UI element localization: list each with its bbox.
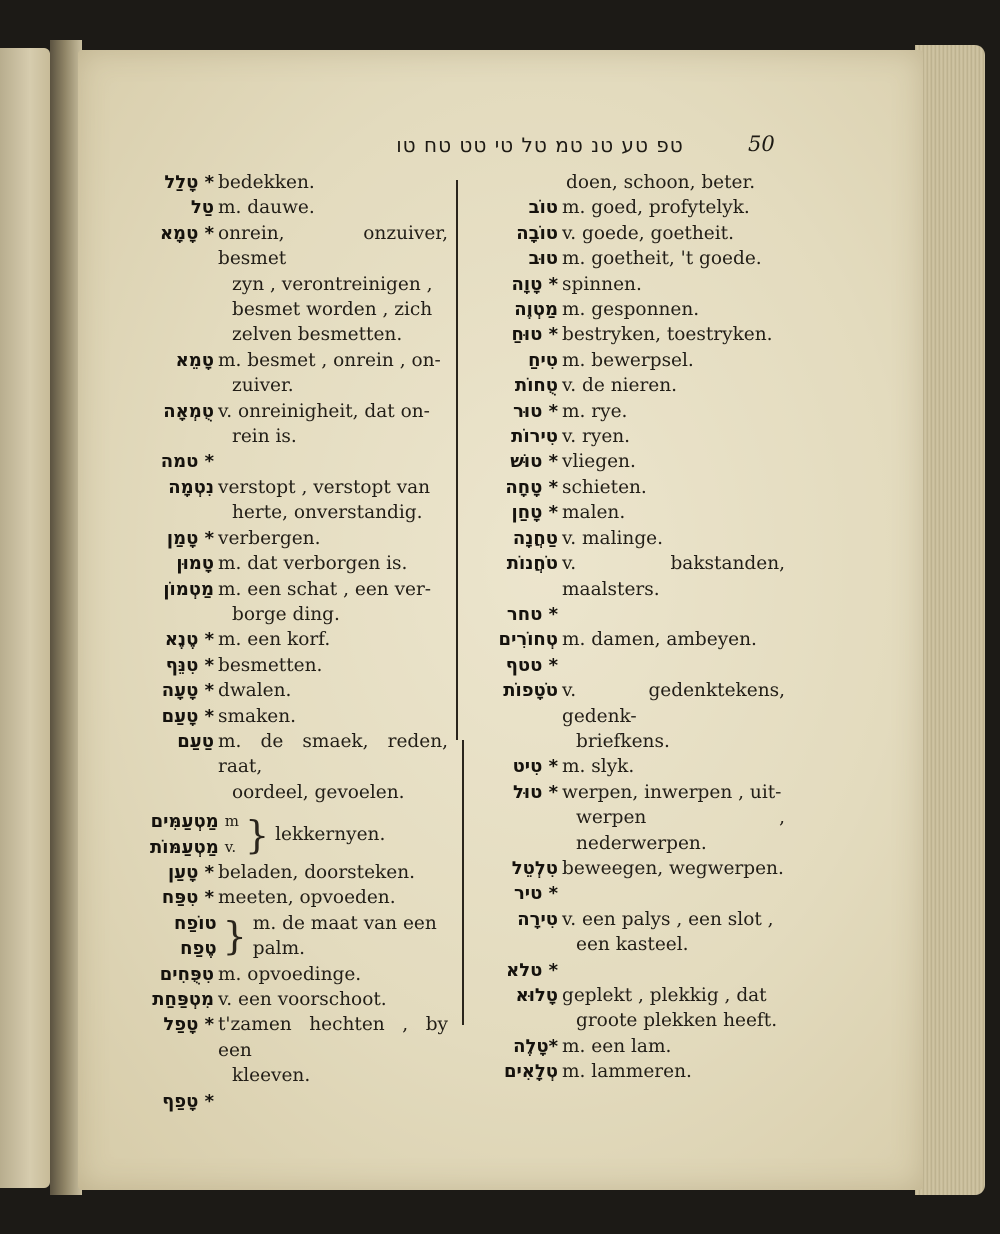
dictionary-entry bbox=[470, 1034, 785, 1059]
gloss bbox=[218, 577, 448, 628]
gloss-line: verbergen. bbox=[218, 527, 321, 549]
headword: * טָמַן bbox=[166, 527, 214, 549]
headword: * טִיט bbox=[512, 756, 558, 778]
gloss-line: v. ryen. bbox=[562, 426, 631, 448]
gloss-line: v. onreinigheit, dat on- bbox=[218, 400, 430, 422]
dictionary-entry bbox=[118, 627, 448, 652]
headword: * טיר bbox=[513, 883, 558, 905]
headword: טָמֵא bbox=[175, 349, 214, 371]
dictionary-entry bbox=[470, 958, 785, 983]
headword: * טִפַּח bbox=[161, 887, 214, 909]
headword: טָמוּן bbox=[176, 553, 214, 575]
dictionary-entry bbox=[118, 860, 448, 885]
gloss-line: geplekt , plekkig , dat bbox=[562, 985, 767, 1006]
dictionary-entry bbox=[470, 881, 785, 906]
gloss bbox=[218, 678, 448, 703]
gloss bbox=[562, 500, 785, 525]
gloss bbox=[218, 860, 448, 885]
gloss bbox=[562, 449, 785, 474]
gloss-line: m. gesponnen. bbox=[562, 299, 700, 321]
dictionary-entry bbox=[470, 399, 785, 424]
gloss-line: m. lammeren. bbox=[562, 1061, 692, 1083]
gloss-line: m. damen, ambeyen. bbox=[562, 629, 757, 651]
gloss-line: m. goed, profytelyk. bbox=[562, 197, 750, 219]
gloss bbox=[562, 754, 785, 779]
dictionary-entry bbox=[470, 449, 785, 474]
headword: * טָעָה bbox=[161, 680, 214, 702]
brace-symbol: } bbox=[244, 812, 270, 857]
headword: טֹחֲנוֹת bbox=[506, 553, 558, 575]
gloss bbox=[562, 272, 785, 297]
gloss-continuation: herte, onverstandig. bbox=[232, 502, 423, 524]
headword: מַטְוֶה bbox=[514, 299, 558, 321]
dictionary-entry bbox=[118, 885, 448, 910]
continued-gloss: doen, schoon, beter. bbox=[566, 172, 756, 193]
dictionary-entry bbox=[470, 195, 785, 220]
headword: נִטְמָה bbox=[168, 476, 214, 498]
gloss bbox=[562, 221, 785, 246]
gloss bbox=[562, 627, 785, 652]
headword: טַעַם bbox=[177, 730, 214, 752]
gloss-line: vliegen. bbox=[562, 451, 636, 473]
headword: טֻמְאָה bbox=[163, 400, 214, 422]
gloss bbox=[218, 627, 448, 652]
gloss-line: m. goetheit, 't goede. bbox=[562, 248, 762, 270]
headword: *טָלֶה bbox=[513, 1035, 558, 1057]
gloss bbox=[218, 551, 448, 576]
dictionary-entry bbox=[470, 373, 785, 398]
dictionary-entry bbox=[118, 221, 448, 348]
dictionary-entry bbox=[118, 475, 448, 526]
gloss bbox=[218, 399, 448, 450]
dictionary-entry bbox=[470, 678, 785, 754]
gloss-line: m. dauwe. bbox=[218, 197, 315, 219]
headword: * טוּשׁ bbox=[510, 451, 558, 473]
headword: מַטְמוֹן bbox=[163, 578, 214, 600]
headword: * טָחַן bbox=[511, 502, 558, 524]
dictionary-entry bbox=[470, 653, 785, 678]
gender-mark: v. bbox=[224, 837, 237, 856]
gloss bbox=[562, 526, 785, 551]
headword: טוֹב bbox=[528, 197, 558, 219]
headword: * טטף bbox=[505, 654, 558, 676]
gloss-line: m. opvoedinge. bbox=[218, 963, 362, 985]
gloss bbox=[562, 297, 785, 322]
gloss bbox=[562, 780, 785, 856]
page-block-edge bbox=[915, 45, 985, 1195]
headword: * טֶנֶא bbox=[164, 629, 214, 651]
gloss-line: v. een voorschoot. bbox=[218, 989, 387, 1010]
dictionary-entry bbox=[470, 754, 785, 779]
gloss-line: beweegen, wegwerpen. bbox=[562, 857, 784, 879]
dictionary-entry bbox=[470, 424, 785, 449]
gloss bbox=[562, 246, 785, 271]
gloss bbox=[562, 907, 785, 958]
headword: טִיחַ bbox=[528, 349, 558, 371]
gender-mark: m bbox=[224, 812, 239, 831]
gloss-line: v. goede, goetheit. bbox=[562, 222, 734, 244]
headword: טֻחוֹת bbox=[514, 375, 558, 397]
dictionary-entry bbox=[470, 221, 785, 246]
gloss-continuation: zuiver. bbox=[232, 375, 294, 397]
gloss bbox=[562, 424, 785, 449]
dictionary-entry bbox=[470, 272, 785, 297]
gloss-line: m. dat verborgen is. bbox=[218, 553, 408, 575]
headword: * טוּל bbox=[513, 781, 558, 803]
dictionary-entry bbox=[118, 678, 448, 703]
brace-entry-palm bbox=[174, 911, 448, 962]
headword: * טָעַם bbox=[161, 705, 214, 727]
column-rule-lower bbox=[462, 740, 464, 1025]
dictionary-entry bbox=[470, 551, 785, 602]
gloss bbox=[562, 1059, 785, 1084]
gloss-line: m. een korf. bbox=[218, 629, 331, 651]
gloss bbox=[562, 322, 785, 347]
gloss-line: werpen, inwerpen , uit- bbox=[562, 781, 782, 803]
gloss-continuation: besmet worden , zich bbox=[232, 299, 433, 321]
gloss bbox=[562, 678, 785, 754]
gloss-line: v. bakstanden, maalsters. bbox=[562, 553, 785, 600]
gloss bbox=[218, 987, 448, 1012]
gloss-continuation: oordeel, gevoelen. bbox=[232, 781, 405, 803]
gloss-line: m. besmet , onrein , on- bbox=[218, 349, 441, 371]
gloss-line: m. slyk. bbox=[562, 756, 635, 778]
headword: מַטְעַמּוֹת bbox=[150, 836, 219, 858]
dictionary-entry bbox=[118, 551, 448, 576]
gloss bbox=[218, 885, 448, 910]
gloss-line: v. een palys , een slot , bbox=[562, 908, 774, 930]
gloss: m. de maat van een bbox=[252, 912, 437, 934]
gloss-line: m. bewerpsel. bbox=[562, 349, 694, 371]
headword: טִלְטֵל bbox=[511, 857, 558, 879]
gloss-continuation: werpen , nederwerpen. bbox=[576, 807, 785, 854]
dictionary-entry bbox=[470, 983, 785, 1034]
gloss-line: verstopt , verstopt van bbox=[218, 476, 431, 498]
dictionary-entry bbox=[470, 246, 785, 271]
headword: * טלא bbox=[506, 959, 558, 981]
dictionary-entry bbox=[470, 856, 785, 881]
headword: * טחר bbox=[506, 603, 558, 625]
headword: מַטְעַמִּים bbox=[150, 811, 219, 833]
dictionary-entry bbox=[118, 962, 448, 987]
dictionary-entry bbox=[470, 1059, 785, 1084]
gloss bbox=[562, 551, 785, 602]
dictionary-entry bbox=[470, 500, 785, 525]
gloss-line: bedekken. bbox=[218, 172, 315, 193]
dictionary-entry bbox=[118, 195, 448, 220]
gloss-line: v. malinge. bbox=[562, 527, 664, 549]
headword: טָלוּא bbox=[515, 985, 558, 1006]
headword: * טָפַל bbox=[163, 1014, 214, 1036]
gloss-line: smaken. bbox=[218, 705, 297, 727]
headword: מִטְפַּחַת bbox=[152, 989, 214, 1010]
gloss-line: v. gedenktekens, gedenk- bbox=[562, 680, 785, 727]
gloss-continuation: briefkens. bbox=[576, 730, 670, 752]
gloss-continuation: zyn , verontreinigen , bbox=[232, 273, 433, 295]
headword: * טמה bbox=[160, 451, 214, 473]
gloss bbox=[218, 475, 448, 526]
dictionary-entry bbox=[118, 987, 448, 1012]
gloss-continuation: kleeven. bbox=[232, 1065, 311, 1087]
headword: * טוּר bbox=[513, 400, 558, 422]
headword: טְחוֹרִים bbox=[498, 629, 558, 651]
headword: טִירוֹת bbox=[511, 426, 558, 448]
headword: * טָחָה bbox=[505, 476, 558, 498]
brace-symbol: } bbox=[222, 914, 247, 959]
page-number: 50 bbox=[748, 132, 775, 156]
dictionary-entry bbox=[118, 577, 448, 628]
dictionary-entry bbox=[470, 297, 785, 322]
headword: טִירָה bbox=[517, 908, 558, 930]
gloss-line: t'zamen hechten , by een bbox=[218, 1014, 448, 1061]
gloss-line: v. de nieren. bbox=[562, 375, 678, 397]
gloss bbox=[218, 653, 448, 678]
gloss: palm. bbox=[252, 938, 306, 960]
dictionary-entry bbox=[470, 348, 785, 373]
gloss-line: onrein, onzuiver, besmet bbox=[218, 222, 448, 270]
gloss-line: m. de smaek, reden, raat, bbox=[218, 730, 448, 778]
gloss-line: besmetten. bbox=[218, 654, 323, 676]
gloss bbox=[218, 1012, 448, 1088]
dictionary-entry bbox=[470, 780, 785, 856]
dictionary-entry bbox=[470, 322, 785, 347]
gloss bbox=[562, 475, 785, 500]
gloss bbox=[562, 348, 785, 373]
headword: * טָלַל bbox=[164, 172, 214, 193]
gloss bbox=[562, 1034, 785, 1059]
gloss bbox=[562, 399, 785, 424]
headword: * טִנֵּף bbox=[165, 654, 214, 676]
gloss-line: schieten. bbox=[562, 476, 647, 498]
dictionary-entry bbox=[118, 704, 448, 729]
gloss-continuation: een kasteel. bbox=[576, 934, 689, 956]
gloss bbox=[562, 373, 785, 398]
headword: טַל bbox=[190, 197, 214, 219]
dictionary-entry bbox=[470, 475, 785, 500]
gloss-line: meeten, opvoeden. bbox=[218, 887, 396, 909]
headword: * טָוָה bbox=[511, 273, 558, 295]
gloss bbox=[218, 221, 448, 348]
gloss-line: bestryken, toestryken. bbox=[562, 324, 773, 346]
dictionary-entry bbox=[470, 627, 785, 652]
brace-entry-lekkernyen bbox=[150, 809, 448, 860]
gloss bbox=[218, 195, 448, 220]
right-column bbox=[470, 170, 785, 1085]
dictionary-entry bbox=[118, 1089, 448, 1114]
headword: * טוּחַ bbox=[511, 324, 558, 346]
headword: טוּב bbox=[528, 248, 558, 270]
left-column bbox=[118, 170, 448, 1114]
gloss bbox=[562, 983, 785, 1034]
gloss bbox=[218, 729, 448, 805]
gloss-line: m. rye. bbox=[562, 400, 628, 422]
gloss bbox=[218, 704, 448, 729]
dictionary-entry bbox=[118, 1012, 448, 1088]
headword: טֶפַח bbox=[180, 938, 217, 960]
dictionary-entry bbox=[118, 399, 448, 450]
gloss-continuation: zelven besmetten. bbox=[232, 324, 403, 346]
dictionary-entry bbox=[118, 526, 448, 551]
gloss bbox=[562, 195, 785, 220]
gloss bbox=[218, 526, 448, 551]
dictionary-entry bbox=[118, 170, 448, 195]
gloss-line: dwalen. bbox=[218, 680, 292, 702]
headword: טַחֲנָה bbox=[512, 527, 558, 549]
dictionary-entry bbox=[470, 526, 785, 551]
gloss-line: m. een schat , een ver- bbox=[218, 578, 432, 600]
dictionary-entry bbox=[470, 602, 785, 627]
gloss-line: m. een lam. bbox=[562, 1035, 672, 1057]
gloss-line: spinnen. bbox=[562, 273, 642, 295]
gloss-line: malen. bbox=[562, 502, 626, 524]
headword: טֹטָפוֹת bbox=[503, 680, 558, 702]
gloss-continuation: borge ding. bbox=[232, 603, 340, 625]
dictionary-entry bbox=[118, 449, 448, 474]
headword: * טָפַף bbox=[162, 1090, 214, 1112]
headword: טִפֻּחִים bbox=[159, 963, 214, 985]
headword: טוֹבָה bbox=[516, 222, 558, 244]
gloss bbox=[218, 348, 448, 399]
column-rule-upper bbox=[456, 180, 458, 740]
facing-page-edge bbox=[0, 48, 50, 1188]
gloss-line: beladen, doorsteken. bbox=[218, 861, 415, 883]
dictionary-entry bbox=[118, 348, 448, 399]
headword: * טָעַן bbox=[167, 861, 214, 883]
dictionary-entry bbox=[118, 653, 448, 678]
dictionary-entry bbox=[118, 729, 448, 805]
headword: טְלָאִים bbox=[503, 1061, 558, 1083]
gloss bbox=[562, 856, 785, 881]
gloss-continuation: rein is. bbox=[232, 426, 297, 448]
dictionary-entry bbox=[470, 907, 785, 958]
gloss bbox=[218, 962, 448, 987]
running-header: טפ טע טנ טמ טל טי טט טח טו bbox=[396, 133, 684, 157]
gloss-continuation: groote plekken heeft. bbox=[576, 1010, 778, 1032]
gloss: lekkernyen. bbox=[275, 823, 386, 845]
headword: טוֹפַח bbox=[174, 912, 217, 934]
gloss bbox=[218, 170, 448, 195]
headword: * טָמָא bbox=[159, 222, 214, 244]
